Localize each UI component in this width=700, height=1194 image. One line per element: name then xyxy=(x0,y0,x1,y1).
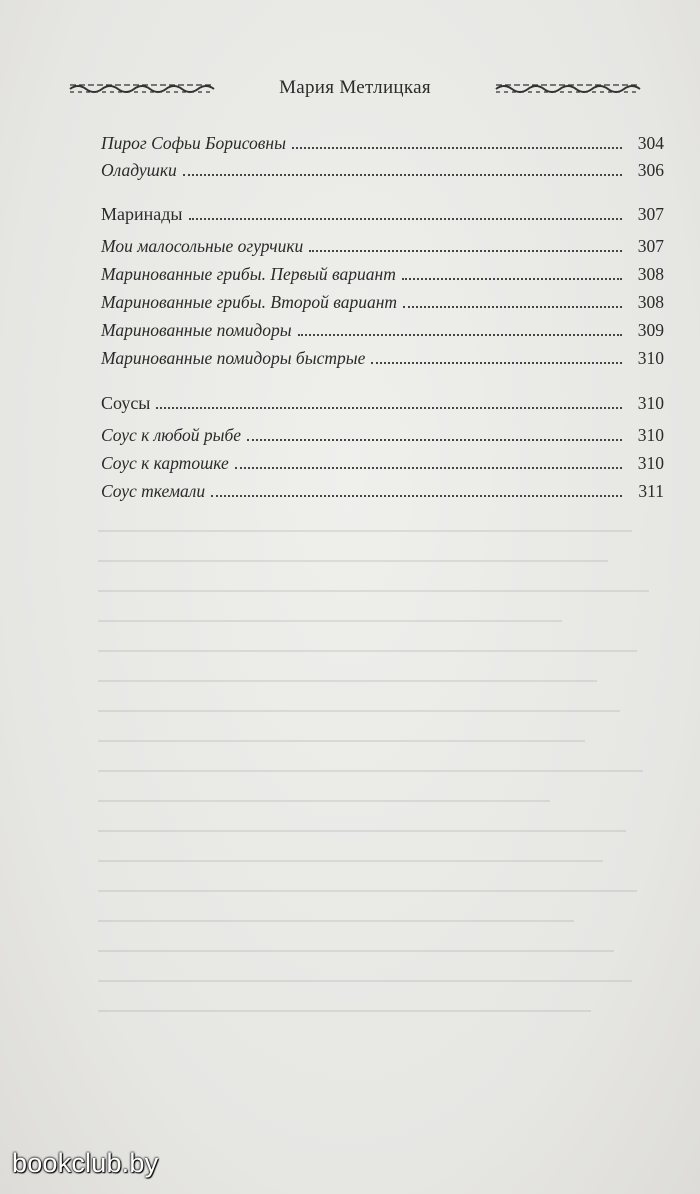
toc-leader-dots xyxy=(371,361,622,364)
toc-entry xyxy=(101,264,664,288)
toc-entry-title: Соус ткемали xyxy=(101,481,206,501)
toc-entry xyxy=(101,425,664,449)
toc-entry-page: 310 xyxy=(637,453,664,473)
toc-entry xyxy=(101,236,664,260)
toc-section xyxy=(101,204,664,228)
toc-entry-title: Маринованные грибы. Второй вариант xyxy=(101,292,398,312)
toc-section-title: Маринады xyxy=(101,204,183,224)
ornament-left-icon xyxy=(68,81,218,95)
toc-entry-page: 306 xyxy=(637,160,664,180)
toc-leader-dots xyxy=(235,466,622,469)
toc-entry-title: Оладушки xyxy=(101,160,177,180)
toc-section xyxy=(101,393,664,417)
toc-entry-page: 309 xyxy=(637,320,664,340)
author-name: Мария Метлицкая xyxy=(279,77,431,98)
toc-leader-dots xyxy=(247,438,622,441)
toc-entry xyxy=(101,320,664,344)
toc-entry-title: Маринованные грибы. Первый вариант xyxy=(101,264,396,284)
toc-entry-page: 304 xyxy=(637,133,664,153)
toc-entry-page: 310 xyxy=(637,348,664,368)
site-watermark: bookclub.by xyxy=(12,1148,159,1178)
toc-entry-page: 307 xyxy=(637,236,664,256)
toc-section-title: Соусы xyxy=(101,393,151,413)
toc-entry-title: Соус к любой рыбе xyxy=(101,425,242,445)
toc-entry-page: 311 xyxy=(638,481,664,501)
toc-section-page: 310 xyxy=(637,393,664,413)
toc-entry-title: Мои малосольные огурчики xyxy=(101,236,304,256)
toc-entry-title: Маринованные помидоры быстрые xyxy=(101,348,366,368)
ornament-right-icon xyxy=(492,81,642,95)
bleed-through-text xyxy=(98,530,678,1090)
toc-leader-dots xyxy=(156,406,622,409)
toc-leader-dots xyxy=(189,217,622,220)
toc-entry-title: Маринованные помидоры xyxy=(101,320,292,340)
toc-entry-title: Соус к картошке xyxy=(101,453,229,473)
toc-entry xyxy=(101,133,664,157)
toc-leader-dots xyxy=(211,494,622,497)
toc-entry xyxy=(101,160,664,184)
running-header xyxy=(68,70,642,106)
toc-leader-dots xyxy=(292,146,622,149)
toc-leader-dots xyxy=(298,333,622,336)
toc-leader-dots xyxy=(403,305,622,308)
toc-entry-title: Пирог Софьи Борисовны xyxy=(101,133,286,153)
toc-leader-dots xyxy=(183,173,622,176)
toc-entry-page: 308 xyxy=(637,292,664,312)
toc-section-page: 307 xyxy=(637,204,664,224)
toc-entry-page: 310 xyxy=(637,425,664,445)
toc-entry xyxy=(101,481,664,505)
toc-entry xyxy=(101,348,664,372)
toc-leader-dots xyxy=(402,277,622,280)
toc-entry xyxy=(101,453,664,477)
toc-entry-page: 308 xyxy=(637,264,664,284)
toc-entry xyxy=(101,292,664,316)
toc-leader-dots xyxy=(309,249,622,252)
